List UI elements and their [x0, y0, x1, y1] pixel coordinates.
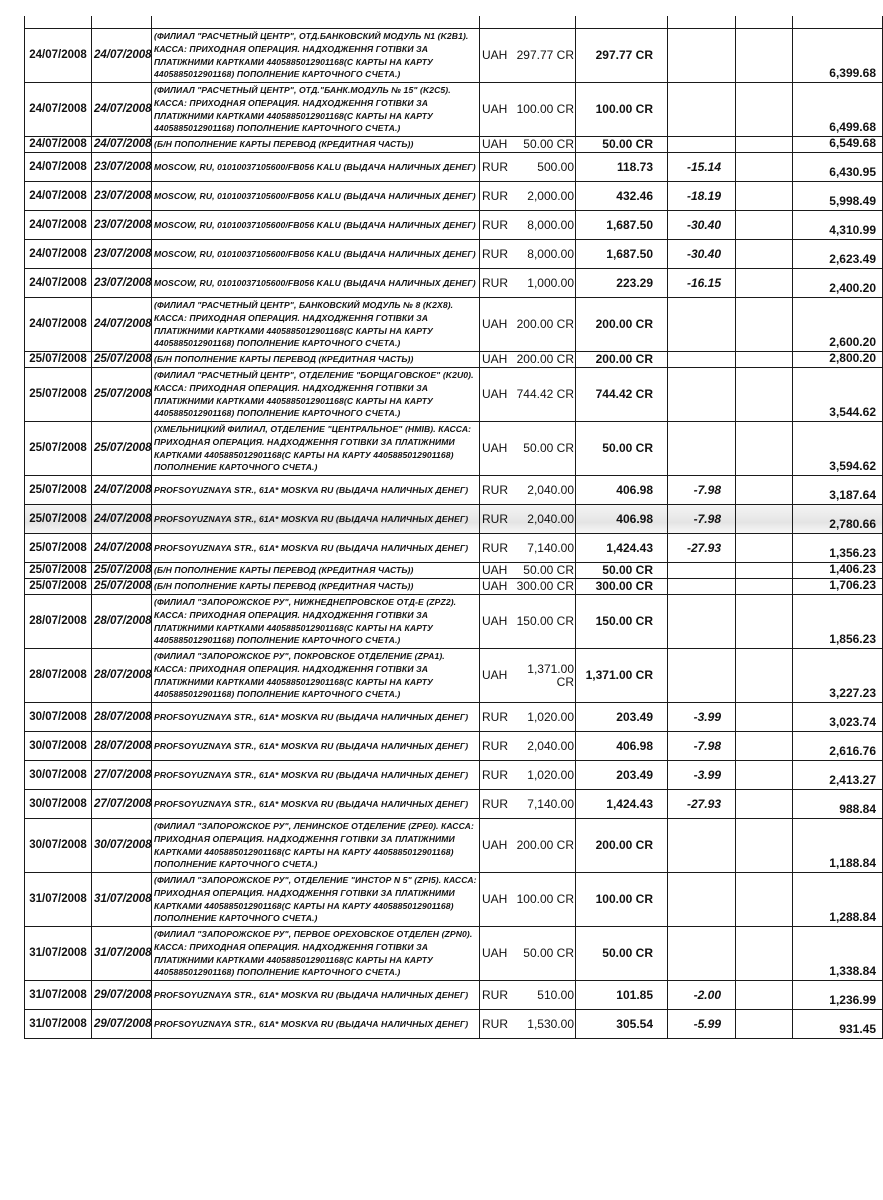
- currency-cell: UAH: [480, 368, 510, 422]
- posting-date-cell: 25/07/2008: [25, 579, 92, 595]
- fee-cell: [668, 563, 736, 579]
- posting-date-cell: 24/07/2008: [25, 269, 92, 298]
- transaction-date-cell: 24/07/2008: [92, 534, 152, 563]
- fee-cell: [668, 649, 736, 703]
- account-amount-cell: 50.00 CR: [576, 137, 668, 153]
- fee-cell: -7.98: [668, 476, 736, 505]
- balance-cell: 1,288.84: [793, 873, 883, 927]
- currency-cell: RUR: [480, 981, 510, 1010]
- table-row: [25, 927, 883, 981]
- top-edge-cell: [152, 16, 480, 29]
- extra-cell: [736, 649, 793, 703]
- currency-cell: UAH: [480, 29, 510, 83]
- original-amount-cell: 8,000.00: [510, 211, 576, 240]
- original-amount-cell: 7,140.00: [510, 790, 576, 819]
- table-row: [25, 137, 883, 153]
- transaction-date-cell: 23/07/2008: [92, 240, 152, 269]
- table-row: [25, 563, 883, 579]
- description-cell: (Б/Н ПОПОЛНЕНИЕ КАРТЫ ПЕРЕВОД (КРЕДИТНАЯ ЧАСТЬ)): [152, 579, 480, 595]
- description-cell: (ФИЛИАЛ "ЗАПОРОЖСКОЕ РУ", ПЕРВОЕ ОРЕХОВСКОЕ ОТДЕЛЕН (ZPN0). КАССА: ПРИХОДНАЯ ОПЕРАЦИЯ. НАДХОДЖЕННЯ ГОТІВКИ ЗА ПЛАТІЖНИМИ КАРТКАМИ 4405885012901168(С КАРТЫ НА КАРТУ 4405885012901168) ПОПОЛНЕНИЕ КАРТОЧНОГО СЧЕТА.): [152, 927, 480, 981]
- currency-cell: RUR: [480, 732, 510, 761]
- original-amount-cell: 2,000.00: [510, 182, 576, 211]
- currency-cell: RUR: [480, 534, 510, 563]
- fee-cell: -7.98: [668, 505, 736, 534]
- fee-cell: -16.15: [668, 269, 736, 298]
- table-row: [25, 981, 883, 1010]
- original-amount-cell: 1,530.00: [510, 1010, 576, 1039]
- description-cell: PROFSOYUZNAYA STR., 61A* MOSKVA RU (ВЫДАЧА НАЛИЧНЫХ ДЕНЕГ): [152, 732, 480, 761]
- transaction-date-cell: 24/07/2008: [92, 476, 152, 505]
- table-row: [25, 703, 883, 732]
- table-row: [25, 29, 883, 83]
- fee-cell: [668, 298, 736, 352]
- posting-date-cell: 24/07/2008: [25, 182, 92, 211]
- currency-cell: RUR: [480, 182, 510, 211]
- extra-cell: [736, 182, 793, 211]
- balance-cell: 3,544.62: [793, 368, 883, 422]
- balance-cell: 3,227.23: [793, 649, 883, 703]
- transaction-date-cell: 23/07/2008: [92, 211, 152, 240]
- balance-cell: 6,399.68: [793, 29, 883, 83]
- description-cell: (ФИЛИАЛ "ЗАПОРОЖСКОЕ РУ", ОТДЕЛЕНИЕ "ИНСТОР N 5" (ZPI5). КАССА: ПРИХОДНАЯ ОПЕРАЦИЯ. НАДХОДЖЕННЯ ГОТІВКИ ЗА ПЛАТІЖНИМИ КАРТКАМИ 4405885012901168(С КАРТЫ НА КАРТУ 4405885012901168) ПОПОЛНЕНИЕ КАРТОЧНОГО СЧЕТА.): [152, 873, 480, 927]
- extra-cell: [736, 873, 793, 927]
- account-amount-cell: 305.54: [576, 1010, 668, 1039]
- balance-cell: 6,430.95: [793, 153, 883, 182]
- table-row: [25, 211, 883, 240]
- table-row: [25, 505, 883, 534]
- account-amount-cell: 200.00 CR: [576, 352, 668, 368]
- posting-date-cell: 31/07/2008: [25, 927, 92, 981]
- account-amount-cell: 101.85: [576, 981, 668, 1010]
- table-row: [25, 595, 883, 649]
- table-row: [25, 476, 883, 505]
- balance-cell: 931.45: [793, 1010, 883, 1039]
- extra-cell: [736, 153, 793, 182]
- fee-cell: -2.00: [668, 981, 736, 1010]
- extra-cell: [736, 595, 793, 649]
- fee-cell: -27.93: [668, 534, 736, 563]
- original-amount-cell: 510.00: [510, 981, 576, 1010]
- currency-cell: UAH: [480, 649, 510, 703]
- extra-cell: [736, 269, 793, 298]
- account-amount-cell: 118.73: [576, 153, 668, 182]
- posting-date-cell: 24/07/2008: [25, 83, 92, 137]
- posting-date-cell: 24/07/2008: [25, 137, 92, 153]
- extra-cell: [736, 819, 793, 873]
- fee-cell: -15.14: [668, 153, 736, 182]
- fee-cell: -30.40: [668, 240, 736, 269]
- currency-cell: RUR: [480, 790, 510, 819]
- extra-cell: [736, 790, 793, 819]
- fee-cell: [668, 927, 736, 981]
- description-cell: (ФИЛИАЛ "РАСЧЕТНЫЙ ЦЕНТР", ОТД.БАНКОВСКИЙ МОДУЛЬ N1 (K2B1). КАССА: ПРИХОДНАЯ ОПЕРАЦИЯ. НАДХОДЖЕННЯ ГОТІВКИ ЗА ПЛАТІЖНИМИ КАРТКАМИ 4405885012901168(С КАРТЫ НА КАРТУ 4405885012901168) ПОПОЛНЕНИЕ КАРТОЧНОГО СЧЕТА.): [152, 29, 480, 83]
- balance-cell: 2,400.20: [793, 269, 883, 298]
- account-amount-cell: 223.29: [576, 269, 668, 298]
- currency-cell: UAH: [480, 563, 510, 579]
- balance-cell: 2,413.27: [793, 761, 883, 790]
- table-row: [25, 153, 883, 182]
- posting-date-cell: 25/07/2008: [25, 534, 92, 563]
- table-row: [25, 579, 883, 595]
- transaction-date-cell: 25/07/2008: [92, 579, 152, 595]
- fee-cell: -18.19: [668, 182, 736, 211]
- posting-date-cell: 25/07/2008: [25, 352, 92, 368]
- balance-cell: 1,856.23: [793, 595, 883, 649]
- currency-cell: RUR: [480, 211, 510, 240]
- extra-cell: [736, 29, 793, 83]
- table-row: [25, 422, 883, 476]
- currency-cell: UAH: [480, 83, 510, 137]
- currency-cell: UAH: [480, 137, 510, 153]
- account-amount-cell: 1,424.43: [576, 790, 668, 819]
- description-cell: MOSCOW, RU, 01010037105600/FB056 KALU (ВЫДАЧА НАЛИЧНЫХ ДЕНЕГ): [152, 211, 480, 240]
- original-amount-cell: 200.00 CR: [510, 352, 576, 368]
- account-amount-cell: 200.00 CR: [576, 819, 668, 873]
- fee-cell: [668, 352, 736, 368]
- extra-cell: [736, 563, 793, 579]
- posting-date-cell: 25/07/2008: [25, 505, 92, 534]
- fee-cell: -27.93: [668, 790, 736, 819]
- balance-cell: 2,780.66: [793, 505, 883, 534]
- transaction-date-cell: 30/07/2008: [92, 819, 152, 873]
- posting-date-cell: 31/07/2008: [25, 1010, 92, 1039]
- posting-date-cell: 24/07/2008: [25, 211, 92, 240]
- table-row: [25, 83, 883, 137]
- currency-cell: UAH: [480, 927, 510, 981]
- posting-date-cell: 30/07/2008: [25, 732, 92, 761]
- currency-cell: RUR: [480, 240, 510, 269]
- transaction-date-cell: 24/07/2008: [92, 298, 152, 352]
- extra-cell: [736, 352, 793, 368]
- balance-cell: 1,406.23: [793, 563, 883, 579]
- posting-date-cell: 30/07/2008: [25, 819, 92, 873]
- posting-date-cell: 28/07/2008: [25, 649, 92, 703]
- account-amount-cell: 50.00 CR: [576, 927, 668, 981]
- balance-cell: 1,338.84: [793, 927, 883, 981]
- account-amount-cell: 1,371.00 CR: [576, 649, 668, 703]
- currency-cell: RUR: [480, 1010, 510, 1039]
- balance-cell: 1,236.99: [793, 981, 883, 1010]
- currency-cell: RUR: [480, 505, 510, 534]
- fee-cell: -3.99: [668, 761, 736, 790]
- currency-cell: RUR: [480, 269, 510, 298]
- balance-cell: 5,998.49: [793, 182, 883, 211]
- posting-date-cell: 28/07/2008: [25, 595, 92, 649]
- posting-date-cell: 24/07/2008: [25, 298, 92, 352]
- balance-cell: 2,616.76: [793, 732, 883, 761]
- fee-cell: -30.40: [668, 211, 736, 240]
- transaction-date-cell: 27/07/2008: [92, 790, 152, 819]
- fee-cell: [668, 595, 736, 649]
- description-cell: MOSCOW, RU, 01010037105600/FB056 KALU (ВЫДАЧА НАЛИЧНЫХ ДЕНЕГ): [152, 240, 480, 269]
- balance-cell: 3,594.62: [793, 422, 883, 476]
- original-amount-cell: 1,020.00: [510, 761, 576, 790]
- posting-date-cell: 31/07/2008: [25, 873, 92, 927]
- top-edge-cell: [793, 16, 883, 29]
- description-cell: (ХМЕЛЬНИЦКИЙ ФИЛИАЛ, ОТДЕЛЕНИЕ "ЦЕНТРАЛЬНОЕ" (HMIB). КАССА: ПРИХОДНАЯ ОПЕРАЦИЯ. НАДХОДЖЕННЯ ГОТІВКИ ЗА ПЛАТІЖНИМИ КАРТКАМИ 4405885012901168(С КАРТЫ НА КАРТУ 4405885012901168) ПОПОЛНЕНИЕ КАРТОЧНОГО СЧЕТА.): [152, 422, 480, 476]
- extra-cell: [736, 298, 793, 352]
- balance-cell: 1,188.84: [793, 819, 883, 873]
- fee-cell: [668, 422, 736, 476]
- top-edge-cell: [576, 16, 668, 29]
- fee-cell: [668, 83, 736, 137]
- account-amount-cell: 1,424.43: [576, 534, 668, 563]
- description-cell: PROFSOYUZNAYA STR., 61A* MOSKVA RU (ВЫДАЧА НАЛИЧНЫХ ДЕНЕГ): [152, 790, 480, 819]
- description-cell: (Б/Н ПОПОЛНЕНИЕ КАРТЫ ПЕРЕВОД (КРЕДИТНАЯ ЧАСТЬ)): [152, 563, 480, 579]
- balance-cell: 1,356.23: [793, 534, 883, 563]
- account-amount-cell: 200.00 CR: [576, 298, 668, 352]
- extra-cell: [736, 368, 793, 422]
- original-amount-cell: 150.00 CR: [510, 595, 576, 649]
- posting-date-cell: 30/07/2008: [25, 761, 92, 790]
- table-row: [25, 790, 883, 819]
- currency-cell: RUR: [480, 476, 510, 505]
- extra-cell: [736, 505, 793, 534]
- transaction-date-cell: 24/07/2008: [92, 29, 152, 83]
- balance-cell: 988.84: [793, 790, 883, 819]
- original-amount-cell: 200.00 CR: [510, 298, 576, 352]
- account-amount-cell: 50.00 CR: [576, 563, 668, 579]
- original-amount-cell: 2,040.00: [510, 505, 576, 534]
- extra-cell: [736, 927, 793, 981]
- transaction-date-cell: 29/07/2008: [92, 981, 152, 1010]
- account-amount-cell: 432.46: [576, 182, 668, 211]
- original-amount-cell: 50.00 CR: [510, 137, 576, 153]
- posting-date-cell: 25/07/2008: [25, 422, 92, 476]
- posting-date-cell: 24/07/2008: [25, 240, 92, 269]
- transaction-date-cell: 28/07/2008: [92, 732, 152, 761]
- extra-cell: [736, 240, 793, 269]
- top-edge-cell: [25, 16, 92, 29]
- fee-cell: -5.99: [668, 1010, 736, 1039]
- balance-cell: 3,023.74: [793, 703, 883, 732]
- posting-date-cell: 25/07/2008: [25, 476, 92, 505]
- transaction-date-cell: 25/07/2008: [92, 422, 152, 476]
- transaction-date-cell: 24/07/2008: [92, 505, 152, 534]
- currency-cell: UAH: [480, 595, 510, 649]
- posting-date-cell: 25/07/2008: [25, 368, 92, 422]
- original-amount-cell: 200.00 CR: [510, 819, 576, 873]
- description-cell: (Б/Н ПОПОЛНЕНИЕ КАРТЫ ПЕРЕВОД (КРЕДИТНАЯ ЧАСТЬ)): [152, 352, 480, 368]
- description-cell: PROFSOYUZNAYA STR., 61A* MOSKVA RU (ВЫДАЧА НАЛИЧНЫХ ДЕНЕГ): [152, 476, 480, 505]
- top-edge-cell: [92, 16, 152, 29]
- table-row: [25, 182, 883, 211]
- original-amount-cell: 744.42 CR: [510, 368, 576, 422]
- balance-cell: 2,600.20: [793, 298, 883, 352]
- fee-cell: [668, 579, 736, 595]
- account-amount-cell: 100.00 CR: [576, 873, 668, 927]
- original-amount-cell: 500.00: [510, 153, 576, 182]
- extra-cell: [736, 1010, 793, 1039]
- description-cell: MOSCOW, RU, 01010037105600/FB056 KALU (ВЫДАЧА НАЛИЧНЫХ ДЕНЕГ): [152, 153, 480, 182]
- transaction-date-cell: 28/07/2008: [92, 649, 152, 703]
- transactions-body: [25, 16, 883, 1039]
- balance-cell: 6,549.68: [793, 137, 883, 153]
- top-edge-cell: [736, 16, 793, 29]
- posting-date-cell: 31/07/2008: [25, 981, 92, 1010]
- transaction-date-cell: 23/07/2008: [92, 153, 152, 182]
- table-row: [25, 732, 883, 761]
- transactions-table: [24, 16, 883, 1039]
- balance-cell: 4,310.99: [793, 211, 883, 240]
- description-cell: MOSCOW, RU, 01010037105600/FB056 KALU (ВЫДАЧА НАЛИЧНЫХ ДЕНЕГ): [152, 182, 480, 211]
- balance-cell: 2,800.20: [793, 352, 883, 368]
- account-amount-cell: 297.77 CR: [576, 29, 668, 83]
- original-amount-cell: 1,000.00: [510, 269, 576, 298]
- original-amount-cell: 1,371.00 CR: [510, 649, 576, 703]
- fee-cell: [668, 368, 736, 422]
- description-cell: (ФИЛИАЛ "РАСЧЕТНЫЙ ЦЕНТР", БАНКОВСКИЙ МОДУЛЬ № 8 (K2X8). КАССА: ПРИХОДНАЯ ОПЕРАЦИЯ. НАДХОДЖЕННЯ ГОТІВКИ ЗА ПЛАТІЖНИМИ КАРТКАМИ 4405885012901168(С КАРТЫ НА КАРТУ 4405885012901168) ПОПОЛНЕНИЕ КАРТОЧНОГО СЧЕТА.): [152, 298, 480, 352]
- currency-cell: UAH: [480, 298, 510, 352]
- extra-cell: [736, 476, 793, 505]
- extra-cell: [736, 137, 793, 153]
- transaction-date-cell: 31/07/2008: [92, 873, 152, 927]
- account-amount-cell: 203.49: [576, 703, 668, 732]
- posting-date-cell: 30/07/2008: [25, 790, 92, 819]
- transaction-date-cell: 28/07/2008: [92, 595, 152, 649]
- transaction-date-cell: 25/07/2008: [92, 563, 152, 579]
- fee-cell: [668, 29, 736, 83]
- currency-cell: UAH: [480, 579, 510, 595]
- table-row: [25, 269, 883, 298]
- extra-cell: [736, 579, 793, 595]
- currency-cell: UAH: [480, 819, 510, 873]
- description-cell: MOSCOW, RU, 01010037105600/FB056 KALU (ВЫДАЧА НАЛИЧНЫХ ДЕНЕГ): [152, 269, 480, 298]
- description-cell: PROFSOYUZNAYA STR., 61A* MOSKVA RU (ВЫДАЧА НАЛИЧНЫХ ДЕНЕГ): [152, 761, 480, 790]
- original-amount-cell: 2,040.00: [510, 476, 576, 505]
- posting-date-cell: 24/07/2008: [25, 29, 92, 83]
- description-cell: (ФИЛИАЛ "ЗАПОРОЖСКОЕ РУ", ЛЕНИНСКОЕ ОТДЕЛЕНИЕ (ZPE0). КАССА: ПРИХОДНАЯ ОПЕРАЦИЯ. НАДХОДЖЕННЯ ГОТІВКИ ЗА ПЛАТІЖНИМИ КАРТКАМИ 4405885012901168(С КАРТЫ НА КАРТУ 4405885012901168) ПОПОЛНЕНИЕ КАРТОЧНОГО СЧЕТА.): [152, 819, 480, 873]
- description-cell: PROFSOYUZNAYA STR., 61A* MOSKVA RU (ВЫДАЧА НАЛИЧНЫХ ДЕНЕГ): [152, 1010, 480, 1039]
- account-amount-cell: 300.00 CR: [576, 579, 668, 595]
- transaction-date-cell: 29/07/2008: [92, 1010, 152, 1039]
- extra-cell: [736, 981, 793, 1010]
- account-amount-cell: 203.49: [576, 761, 668, 790]
- original-amount-cell: 300.00 CR: [510, 579, 576, 595]
- extra-cell: [736, 83, 793, 137]
- account-amount-cell: 1,687.50: [576, 211, 668, 240]
- extra-cell: [736, 761, 793, 790]
- account-amount-cell: 1,687.50: [576, 240, 668, 269]
- account-amount-cell: 406.98: [576, 732, 668, 761]
- statement-page: [24, 16, 876, 1039]
- transaction-date-cell: 27/07/2008: [92, 761, 152, 790]
- account-amount-cell: 744.42 CR: [576, 368, 668, 422]
- description-cell: PROFSOYUZNAYA STR., 61A* MOSKVA RU (ВЫДАЧА НАЛИЧНЫХ ДЕНЕГ): [152, 534, 480, 563]
- top-edge-cell: [510, 16, 576, 29]
- transaction-date-cell: 24/07/2008: [92, 83, 152, 137]
- currency-cell: UAH: [480, 352, 510, 368]
- transaction-date-cell: 24/07/2008: [92, 137, 152, 153]
- table-row: [25, 761, 883, 790]
- transaction-date-cell: 31/07/2008: [92, 927, 152, 981]
- original-amount-cell: 50.00 CR: [510, 927, 576, 981]
- description-cell: (ФИЛИАЛ "ЗАПОРОЖСКОЕ РУ", ПОКРОВСКОЕ ОТДЕЛЕНИЕ (ZPA1). КАССА: ПРИХОДНАЯ ОПЕРАЦИЯ. НАДХОДЖЕННЯ ГОТІВКИ ЗА ПЛАТІЖНИМИ КАРТКАМИ 4405885012901168(С КАРТЫ НА КАРТУ 4405885012901168) ПОПОЛНЕНИЕ КАРТОЧНОГО СЧЕТА.): [152, 649, 480, 703]
- top-edge-cell: [668, 16, 736, 29]
- currency-cell: RUR: [480, 153, 510, 182]
- fee-cell: -7.98: [668, 732, 736, 761]
- original-amount-cell: 2,040.00: [510, 732, 576, 761]
- table-row: [25, 1010, 883, 1039]
- description-cell: (ФИЛИАЛ "РАСЧЕТНЫЙ ЦЕНТР", ОТД."БАНК.МОДУЛЬ № 15" (K2C5). КАССА: ПРИХОДНАЯ ОПЕРАЦИЯ. НАДХОДЖЕННЯ ГОТІВКИ ЗА ПЛАТІЖНИМИ КАРТКАМИ 4405885012901168(С КАРТЫ НА КАРТУ 4405885012901168) ПОПОЛНЕНИЕ КАРТОЧНОГО СЧЕТА.): [152, 83, 480, 137]
- posting-date-cell: 30/07/2008: [25, 703, 92, 732]
- extra-cell: [736, 211, 793, 240]
- table-top-edge: [25, 16, 883, 29]
- posting-date-cell: 25/07/2008: [25, 563, 92, 579]
- account-amount-cell: 406.98: [576, 476, 668, 505]
- transaction-date-cell: 25/07/2008: [92, 368, 152, 422]
- currency-cell: RUR: [480, 703, 510, 732]
- description-cell: (Б/Н ПОПОЛНЕНИЕ КАРТЫ ПЕРЕВОД (КРЕДИТНАЯ ЧАСТЬ)): [152, 137, 480, 153]
- fee-cell: -3.99: [668, 703, 736, 732]
- table-row: [25, 240, 883, 269]
- currency-cell: UAH: [480, 422, 510, 476]
- balance-cell: 3,187.64: [793, 476, 883, 505]
- currency-cell: UAH: [480, 873, 510, 927]
- table-row: [25, 298, 883, 352]
- original-amount-cell: 297.77 CR: [510, 29, 576, 83]
- account-amount-cell: 150.00 CR: [576, 595, 668, 649]
- table-row: [25, 819, 883, 873]
- balance-cell: 6,499.68: [793, 83, 883, 137]
- extra-cell: [736, 422, 793, 476]
- extra-cell: [736, 534, 793, 563]
- original-amount-cell: 100.00 CR: [510, 83, 576, 137]
- original-amount-cell: 50.00 CR: [510, 563, 576, 579]
- transaction-date-cell: 23/07/2008: [92, 269, 152, 298]
- original-amount-cell: 7,140.00: [510, 534, 576, 563]
- table-row: [25, 352, 883, 368]
- original-amount-cell: 100.00 CR: [510, 873, 576, 927]
- table-row: [25, 368, 883, 422]
- description-cell: PROFSOYUZNAYA STR., 61A* MOSKVA RU (ВЫДАЧА НАЛИЧНЫХ ДЕНЕГ): [152, 505, 480, 534]
- account-amount-cell: 50.00 CR: [576, 422, 668, 476]
- fee-cell: [668, 873, 736, 927]
- table-row: [25, 649, 883, 703]
- description-cell: (ФИЛИАЛ "ЗАПОРОЖСКОЕ РУ", НИЖНЕДНЕПРОВСКОЕ ОТД-Е (ZPZ2). КАССА: ПРИХОДНАЯ ОПЕРАЦИЯ. НАДХОДЖЕННЯ ГОТІВКИ ЗА ПЛАТІЖНИМИ КАРТКАМИ 4405885012901168(С КАРТЫ НА КАРТУ 4405885012901168) ПОПОЛНЕНИЕ КАРТОЧНОГО СЧЕТА.): [152, 595, 480, 649]
- extra-cell: [736, 703, 793, 732]
- balance-cell: 1,706.23: [793, 579, 883, 595]
- posting-date-cell: 24/07/2008: [25, 153, 92, 182]
- account-amount-cell: 100.00 CR: [576, 83, 668, 137]
- original-amount-cell: 50.00 CR: [510, 422, 576, 476]
- fee-cell: [668, 137, 736, 153]
- currency-cell: RUR: [480, 761, 510, 790]
- description-cell: PROFSOYUZNAYA STR., 61A* MOSKVA RU (ВЫДАЧА НАЛИЧНЫХ ДЕНЕГ): [152, 981, 480, 1010]
- top-edge-cell: [480, 16, 510, 29]
- description-cell: PROFSOYUZNAYA STR., 61A* MOSKVA RU (ВЫДАЧА НАЛИЧНЫХ ДЕНЕГ): [152, 703, 480, 732]
- original-amount-cell: 8,000.00: [510, 240, 576, 269]
- account-amount-cell: 406.98: [576, 505, 668, 534]
- fee-cell: [668, 819, 736, 873]
- original-amount-cell: 1,020.00: [510, 703, 576, 732]
- table-row: [25, 534, 883, 563]
- transaction-date-cell: 28/07/2008: [92, 703, 152, 732]
- transaction-date-cell: 25/07/2008: [92, 352, 152, 368]
- extra-cell: [736, 732, 793, 761]
- description-cell: (ФИЛИАЛ "РАСЧЕТНЫЙ ЦЕНТР", ОТДЕЛЕНИЕ "БОРЩАГОВСКОЕ" (K2U0). КАССА: ПРИХОДНАЯ ОПЕРАЦИЯ. НАДХОДЖЕННЯ ГОТІВКИ ЗА ПЛАТІЖНИМИ КАРТКАМИ 4405885012901168(С КАРТЫ НА КАРТУ 4405885012901168) ПОПОЛНЕНИЕ КАРТОЧНОГО СЧЕТА.): [152, 368, 480, 422]
- table-row: [25, 873, 883, 927]
- transaction-date-cell: 23/07/2008: [92, 182, 152, 211]
- balance-cell: 2,623.49: [793, 240, 883, 269]
